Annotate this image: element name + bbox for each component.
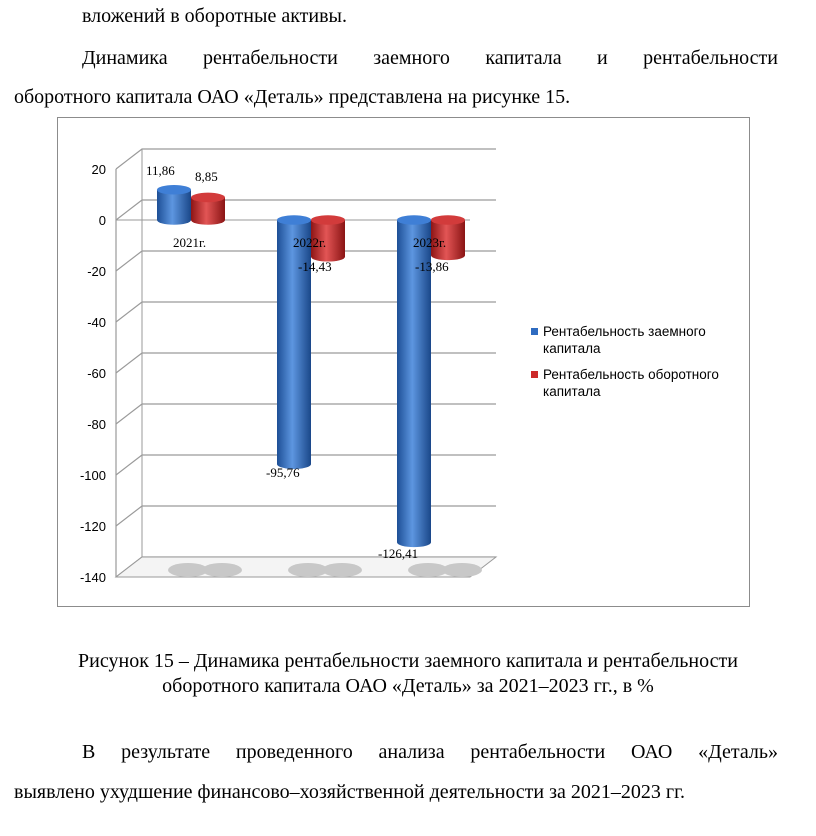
figure-caption-line-1: Рисунок 15 – Динамика рентабельности заемного капитала и рентабельности bbox=[78, 650, 738, 672]
gridline bbox=[116, 506, 496, 526]
floor-shadow bbox=[202, 563, 242, 577]
x-category-label: 2023г. bbox=[413, 235, 447, 250]
y-tick-label: -60 bbox=[87, 366, 106, 381]
legend-swatch-working bbox=[531, 371, 538, 378]
paragraph-line-3: оборотного капитала ОАО «Деталь» представлена на рисунке 15. bbox=[14, 86, 571, 108]
x-category-label: 2022г. bbox=[293, 235, 327, 250]
y-tick-label: 20 bbox=[91, 162, 106, 177]
paragraph-line-1: вложений в оборотные активы. bbox=[82, 5, 347, 27]
data-label: 8,85 bbox=[195, 169, 218, 184]
legend-item-borrowed bbox=[531, 323, 741, 357]
x-category-label: 2021г. bbox=[173, 235, 207, 250]
data-label: -95,76 bbox=[266, 465, 300, 480]
paragraph-line-5: выявлено ухудшение финансово–хозяйственной деятельности за 2021–2023 гг. bbox=[14, 781, 686, 803]
paragraph-line-4: В результате проведенного анализа рентабельности ОАО «Деталь» bbox=[82, 741, 778, 763]
y-tick-label: -80 bbox=[87, 417, 106, 432]
figure-caption-line-2: оборотного капитала ОАО «Деталь» за 2021–2023 гг., в % bbox=[162, 675, 654, 697]
y-tick-label: -20 bbox=[87, 264, 106, 279]
y-tick-label: -140 bbox=[79, 570, 106, 585]
chart-legend bbox=[531, 323, 741, 409]
floor-shadow bbox=[442, 563, 482, 577]
legend-swatch-borrowed bbox=[531, 328, 538, 335]
legend-label-borrowed: Рентабельность заемного капитала bbox=[543, 324, 706, 356]
chart-frame bbox=[57, 117, 750, 607]
y-tick-label: -40 bbox=[87, 315, 106, 330]
legend-item-working bbox=[531, 366, 741, 400]
paragraph-line-2: Динамика рентабельности заемного капитала и рентабельности bbox=[82, 47, 778, 69]
data-label: -126,41 bbox=[378, 546, 419, 561]
bar-borrowed-1 bbox=[277, 215, 311, 469]
y-tick-label: -100 bbox=[79, 468, 106, 483]
data-label: 11,86 bbox=[146, 163, 175, 178]
bar-working-0 bbox=[191, 193, 225, 225]
y-tick-label: 0 bbox=[98, 213, 106, 228]
floor-shadow bbox=[322, 563, 362, 577]
data-label: -14,43 bbox=[298, 259, 332, 274]
bar-borrowed-0 bbox=[157, 185, 191, 225]
y-tick-label: -120 bbox=[79, 519, 106, 534]
legend-label-working: Рентабельность оборотного капитала bbox=[543, 367, 719, 399]
data-label: -13,86 bbox=[415, 259, 449, 274]
